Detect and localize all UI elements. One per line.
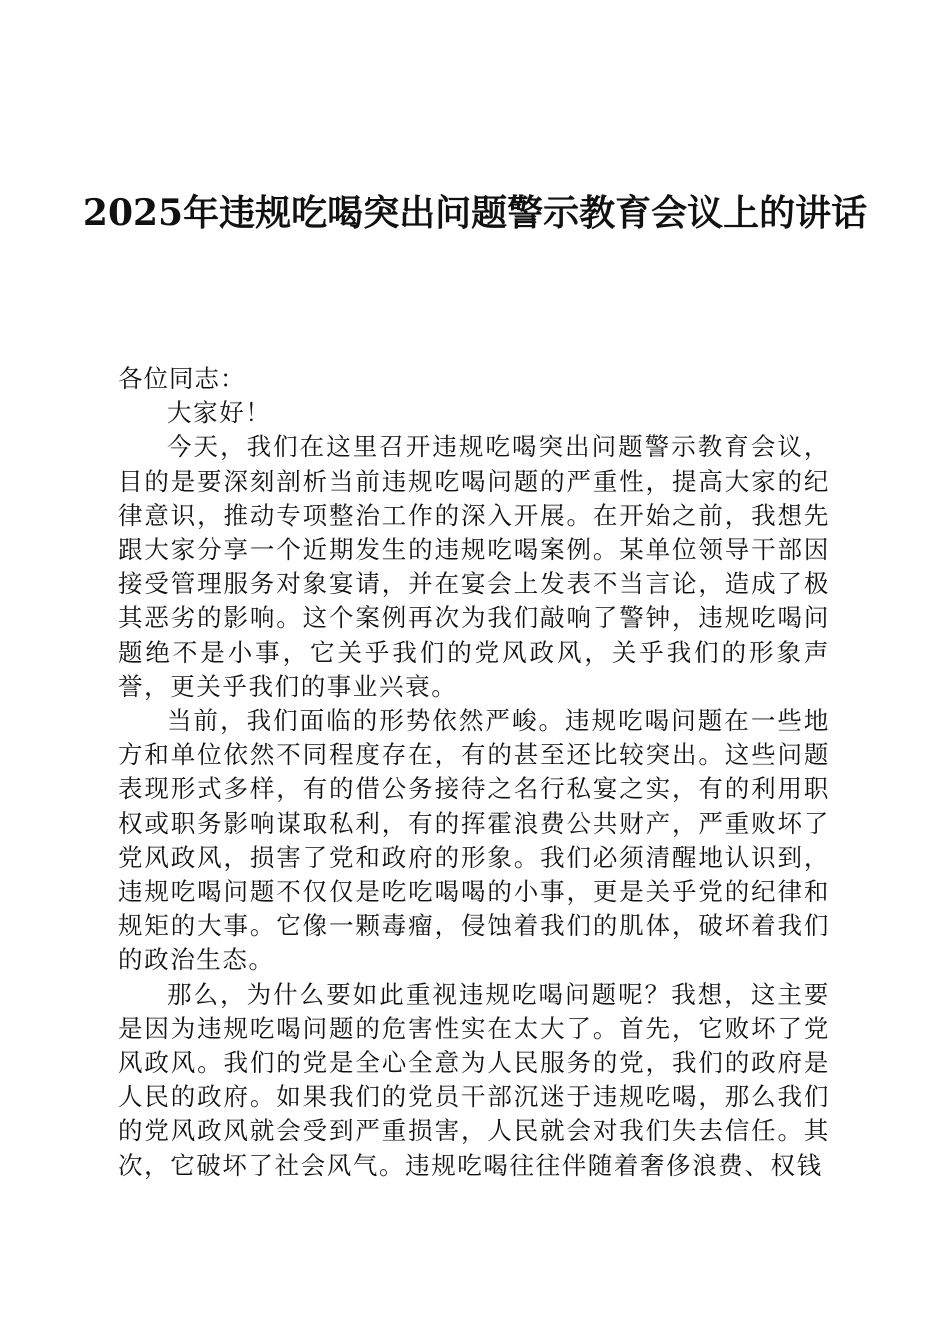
document-title: 2025年违规吃喝突出问题警示教育会议上的讲话 [82, 192, 868, 234]
paragraph-situation: 当前，我们面临的形势依然严峻。违规吃喝问题在一些地方和单位依然不同程度存在，有的甚至还比较突出。这些问题表现形式多样，有的借公务接待之名行私宴之实，有的利用职权或职务影响谋取私利，有的挥霍浪费公共财产，严重败坏了党风政风，损害了党和政府的形象。我们必须清醒地认识到，违规吃喝问题不仅仅是吃吃喝喝的小事，更是关乎党的纪律和规矩的大事。它像一颗毒瘤，侵蚀着我们的肌体，破坏着我们的政治生态。 [118, 706, 830, 975]
salutation: 各位同志： [118, 364, 246, 393]
document-body [118, 362, 830, 1183]
paragraph-harm: 那么，为什么要如此重视违规吃喝问题呢？我想，这主要是因为违规吃喝问题的危害性实在太大了。首先，它败坏了党风政风。我们的党是全心全意为人民服务的党，我们的政府是人民的政府。如果我们的党员干部沉迷于违规吃喝，那么我们的党风政风就会受到严重损害，人民就会对我们失去信任。其次，它破坏了社会风气。违规吃喝往往伴随着奢侈浪费、权钱 [118, 979, 830, 1180]
paragraph-greeting: 大家好！ [167, 398, 272, 428]
paragraph-introduction: 今天，我们在这里召开违规吃喝突出问题警示教育会议，目的是要深刻剖析当前违规吃喝问题的严重性，提高大家的纪律意识，推动专项整治工作的深入开展。在开始之前，我想先跟大家分享一个近期发生的违规吃喝案例。某单位领导干部因接受管理服务对象宴请，并在宴会上发表不当言论，造成了极其恶劣的影响。这个案例再次为我们敲响了警钟，违规吃喝问题绝不是小事，它关乎我们的党风政风，关乎我们的形象声誉，更关乎我们的事业兴衰。 [118, 432, 830, 701]
